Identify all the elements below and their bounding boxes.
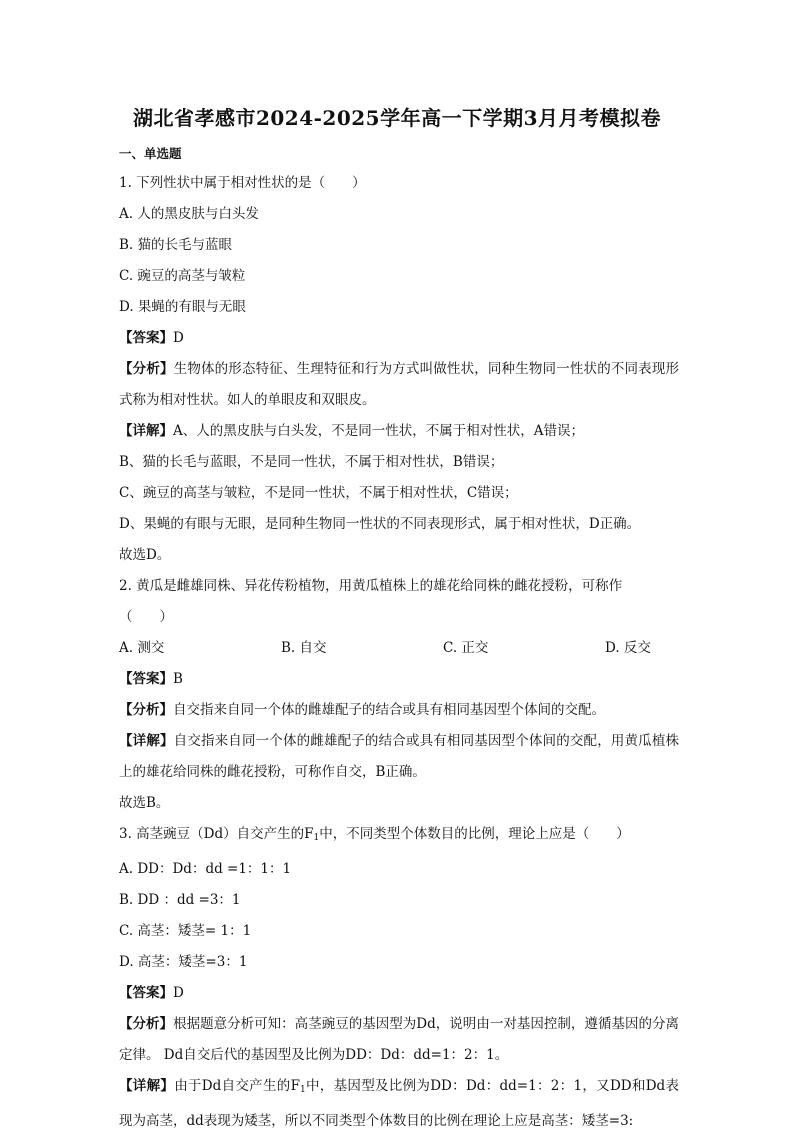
analysis-tag: 【分析】	[119, 702, 173, 718]
question-options	[119, 633, 679, 664]
option-a: A. DD：Dd：dd =1：1：1	[119, 861, 292, 877]
conclusion-line: 故选B。	[119, 795, 170, 811]
subscript: 1	[313, 833, 320, 843]
option-a: A. 人的黑皮肤与白头发	[119, 206, 259, 222]
option-d: D. 果蝇的有眼与无眼	[119, 299, 246, 315]
detail-tag: 【详解】	[119, 1078, 175, 1094]
detail-line: D、果蝇的有眼与无眼，是同种生物同一性状的不同表现形式，属于相对性状，D正确。	[119, 516, 641, 532]
option-a: A. 测交	[119, 640, 165, 656]
analysis-block	[119, 354, 679, 416]
detail-block	[119, 726, 679, 788]
detail-text: 由于Dd自交产生的F	[174, 1078, 300, 1094]
answer-value: B	[173, 671, 183, 687]
answer-line	[119, 978, 679, 1009]
option-b: B. DD ：dd =3：1	[119, 892, 241, 908]
question-3	[119, 819, 679, 1137]
subscript: 1	[299, 1085, 306, 1095]
detail-line: C、豌豆的高茎与皱粒，不是同一性状，不属于相对性状，C错误；	[119, 485, 518, 501]
detail-text: 自交指来自同一个体的雌雄配子的结合或具有相同基因型个体间的交配，用黄瓜植株上的雄花给同株的雌花授粉，可称作自交，B正确。	[119, 733, 680, 780]
option-d: D. 高茎：矮茎=3：1	[119, 954, 248, 970]
conclusion-line: 故选D。	[119, 547, 171, 563]
document-body	[119, 140, 679, 1137]
detail-text-continued: 中，基因型及比例为DD：Dd：dd=1：2：1，又DD和Dd表现为高茎，dd表现为矮茎，所以不同类型个体数目的比例在理论上应是高茎：矮茎=3:	[119, 1078, 679, 1129]
analysis-tag: 【分析】	[119, 1016, 174, 1032]
option-d: D. 反交	[605, 640, 651, 656]
analysis-block	[119, 695, 679, 726]
stem-text: 3. 高茎豌豆（Dd）自交产生的F	[119, 826, 314, 842]
analysis-text: 自交指来自同一个体的雌雄配子的结合或具有相同基因型个体间的交配。	[173, 702, 605, 718]
option-b: B. 自交	[281, 640, 327, 656]
answer-tag: 【答案】	[119, 330, 173, 346]
detail-line	[119, 416, 679, 447]
option-c: C. 正交	[443, 640, 489, 656]
question-stem: 2. 黄瓜是雌雄同株、异花传粉植物，用黄瓜植株上的雄花给同株的雌花授粉，可称作	[119, 578, 623, 594]
question-2	[119, 571, 679, 819]
stem-text-continued: 中，不同类型个体数目的比例，理论上应是（ ）	[319, 826, 630, 842]
detail-text: A、人的黑皮肤与白头发，不是同一性状，不属于相对性状，A错误；	[173, 423, 584, 439]
answer-value: D	[173, 330, 184, 346]
answer-tag: 【答案】	[119, 985, 173, 1001]
detail-tag: 【详解】	[119, 733, 174, 749]
detail-line: B、猫的长毛与蓝眼，不是同一性状，不属于相对性状，B错误；	[119, 454, 504, 470]
question-stem: 1. 下列性状中属于相对性状的是（ ）	[119, 175, 366, 191]
question-1	[119, 168, 679, 571]
answer-line	[119, 664, 679, 695]
option-c: C. 豌豆的高茎与皱粒	[119, 268, 246, 284]
answer-line	[119, 323, 679, 354]
document-title: 湖北省孝感市2024-2025学年高一下学期3月月考模拟卷	[132, 106, 662, 130]
answer-value: D	[173, 985, 184, 1001]
section-heading: 一、单选题	[119, 146, 182, 161]
answer-tag: 【答案】	[119, 671, 173, 687]
analysis-text: 根据题意分析可知：高茎豌豆的基因型为Dd，说明由一对基因控制，遵循基因的分离定律。 Dd自交后代的基因型及比例为DD：Dd：dd=1：2：1。	[119, 1016, 680, 1063]
analysis-tag: 【分析】	[119, 361, 174, 377]
detail-block	[119, 1071, 679, 1137]
question-options	[119, 199, 679, 323]
analysis-block	[119, 1009, 679, 1071]
question-stem-continued: （ ）	[119, 609, 173, 625]
detail-tag: 【详解】	[119, 423, 173, 439]
question-stem	[119, 819, 679, 854]
option-b: B. 猫的长毛与蓝眼	[119, 237, 233, 253]
option-c: C. 高茎：矮茎= 1：1	[119, 923, 252, 939]
question-options	[119, 854, 679, 978]
analysis-text: 生物体的形态特征、生理特征和行为方式叫做性状，同种生物同一性状的不同表现形式称为相对性状。如人的单眼皮和双眼皮。	[119, 361, 680, 408]
